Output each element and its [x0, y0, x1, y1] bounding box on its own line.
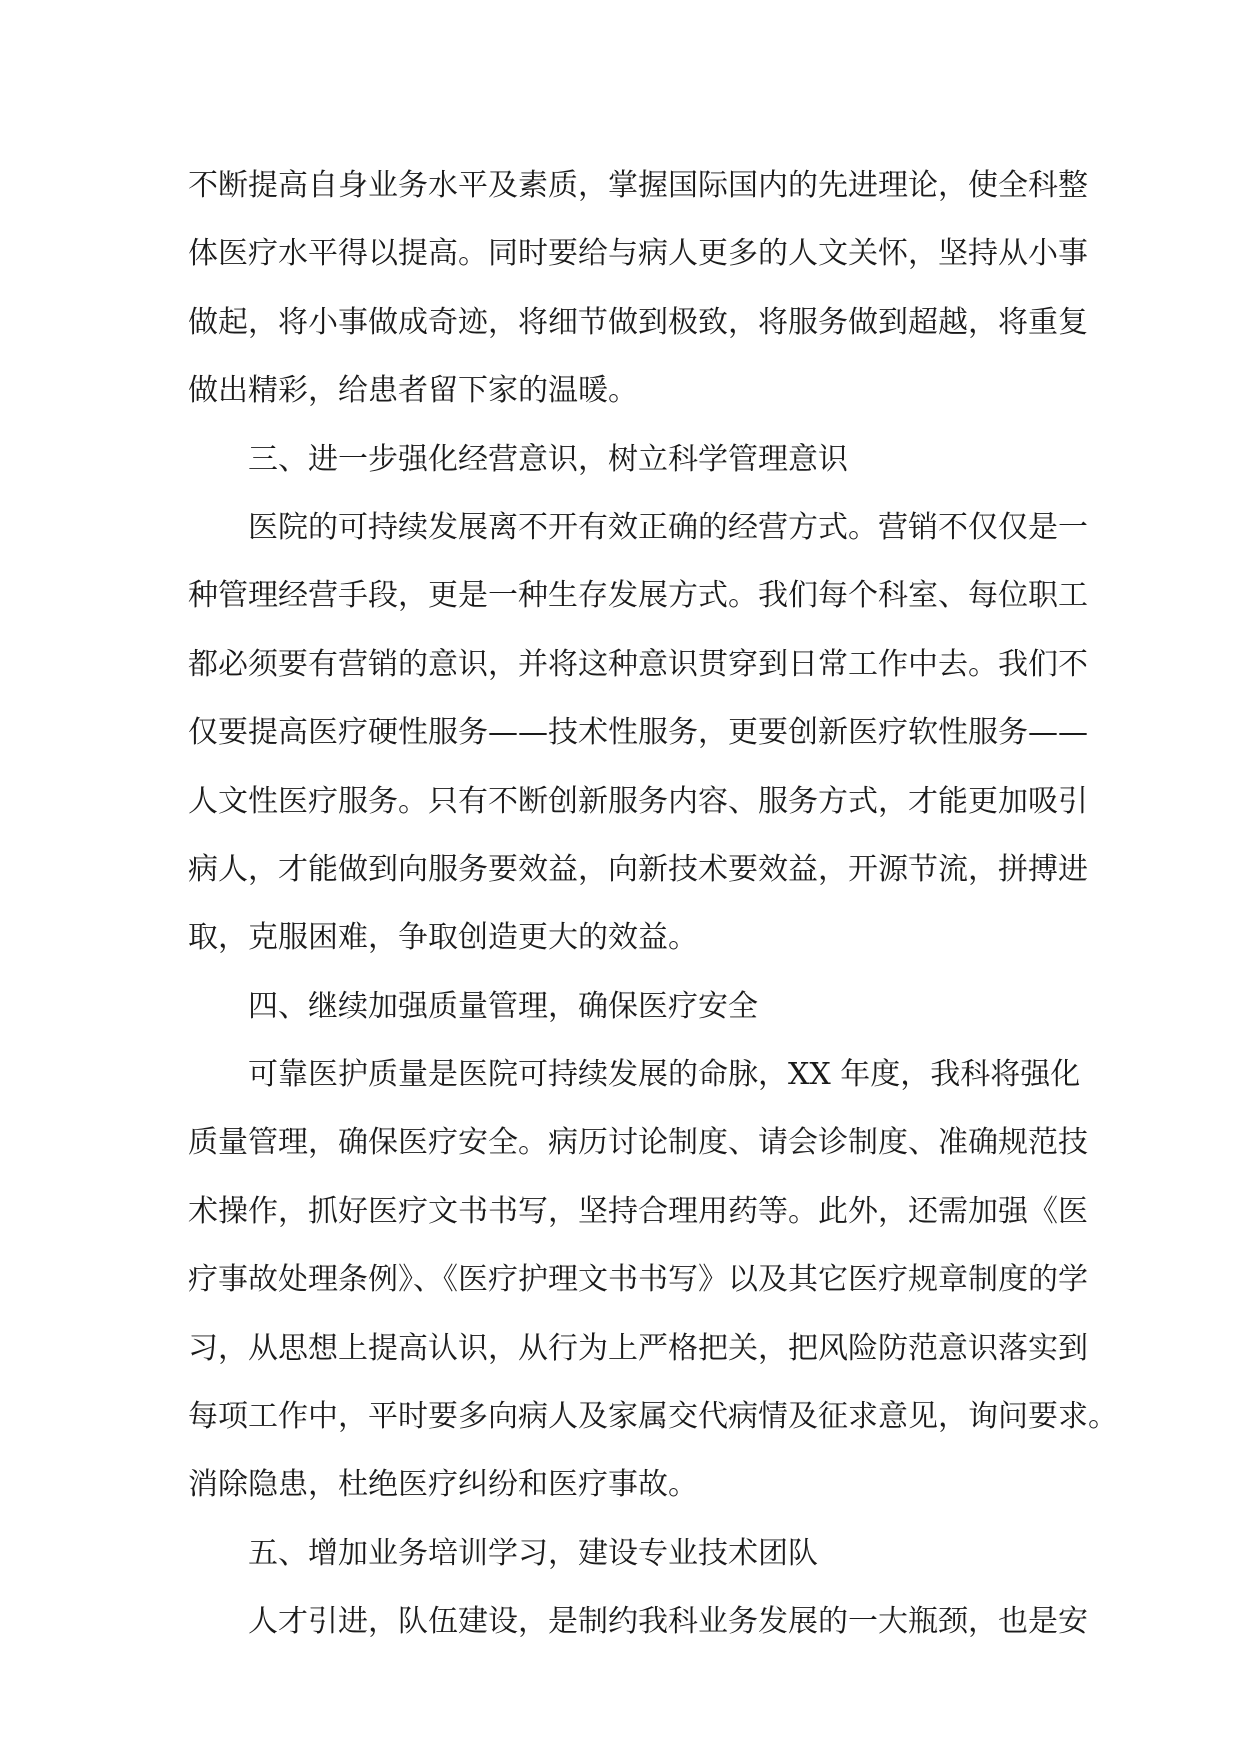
- paragraph-heading-or-first-line: 可靠医护质量是医院可持续发展的命脉，XX 年度，我科将强化: [248, 1057, 1081, 1093]
- text-line: 每项工作中，平时要多向病人及家属交代病情及征求意见，询问要求。: [188, 1399, 1118, 1435]
- text-line: 种管理经营手段，更是一种生存发展方式。我们每个科室、每位职工: [188, 578, 1088, 614]
- text-line: 术操作，抓好医疗文书书写，坚持合理用药等。此外，还需加强《医: [188, 1193, 1088, 1229]
- text-line: 疗事故处理条例》、《医疗护理文书书写》以及其它医疗规章制度的学: [188, 1262, 1088, 1298]
- text-line: 病人，才能做到向服务要效益，向新技术要效益，开源节流，拼搏进: [188, 851, 1088, 887]
- paragraph-heading-or-first-line: 五、增加业务培训学习，建设专业技术团队: [248, 1535, 818, 1571]
- text-line: 质量管理，确保医疗安全。病历讨论制度、请会诊制度、准确规范技: [188, 1125, 1088, 1161]
- text-line: 体医疗水平得以提高。同时要给与病人更多的人文关怀，坚持从小事: [188, 236, 1088, 272]
- text-line: 不断提高自身业务水平及素质，掌握国际国内的先进理论，使全科整: [188, 168, 1088, 203]
- paragraph-heading-or-first-line: 人才引进，队伍建设，是制约我科业务发展的一大瓶颈，也是安: [248, 1604, 1088, 1640]
- text-line: 人文性医疗服务。只有不断创新服务内容、服务方式，才能更加吸引: [188, 783, 1088, 819]
- text-line: 取，克服困难，争取创造更大的效益。: [188, 920, 698, 956]
- paragraph-heading-or-first-line: 四、继续加强质量管理，确保医疗安全: [248, 988, 758, 1024]
- text-line: 仅要提高医疗硬性服务——技术性服务，更要创新医疗软性服务——: [188, 715, 1088, 751]
- text-line: 习，从思想上提高认识，从行为上严格把关，把风险防范意识落实到: [188, 1330, 1088, 1366]
- text-line: 做起，将小事做成奇迹，将细节做到极致，将服务做到超越，将重复: [188, 304, 1088, 340]
- document-body: [188, 152, 1118, 1657]
- text-line: 都必须要有营销的意识，并将这种意识贯穿到日常工作中去。我们不: [188, 646, 1088, 682]
- paragraph-heading-or-first-line: 医院的可持续发展离不开有效正确的经营方式。营销不仅仅是一: [248, 509, 1088, 545]
- text-line: 消除隐患，杜绝医疗纠纷和医疗事故。: [188, 1467, 698, 1503]
- text-line: 做出精彩，给患者留下家的温暖。: [188, 373, 638, 409]
- paragraph-heading-or-first-line: 三、进一步强化经营意识，树立科学管理意识: [248, 441, 848, 477]
